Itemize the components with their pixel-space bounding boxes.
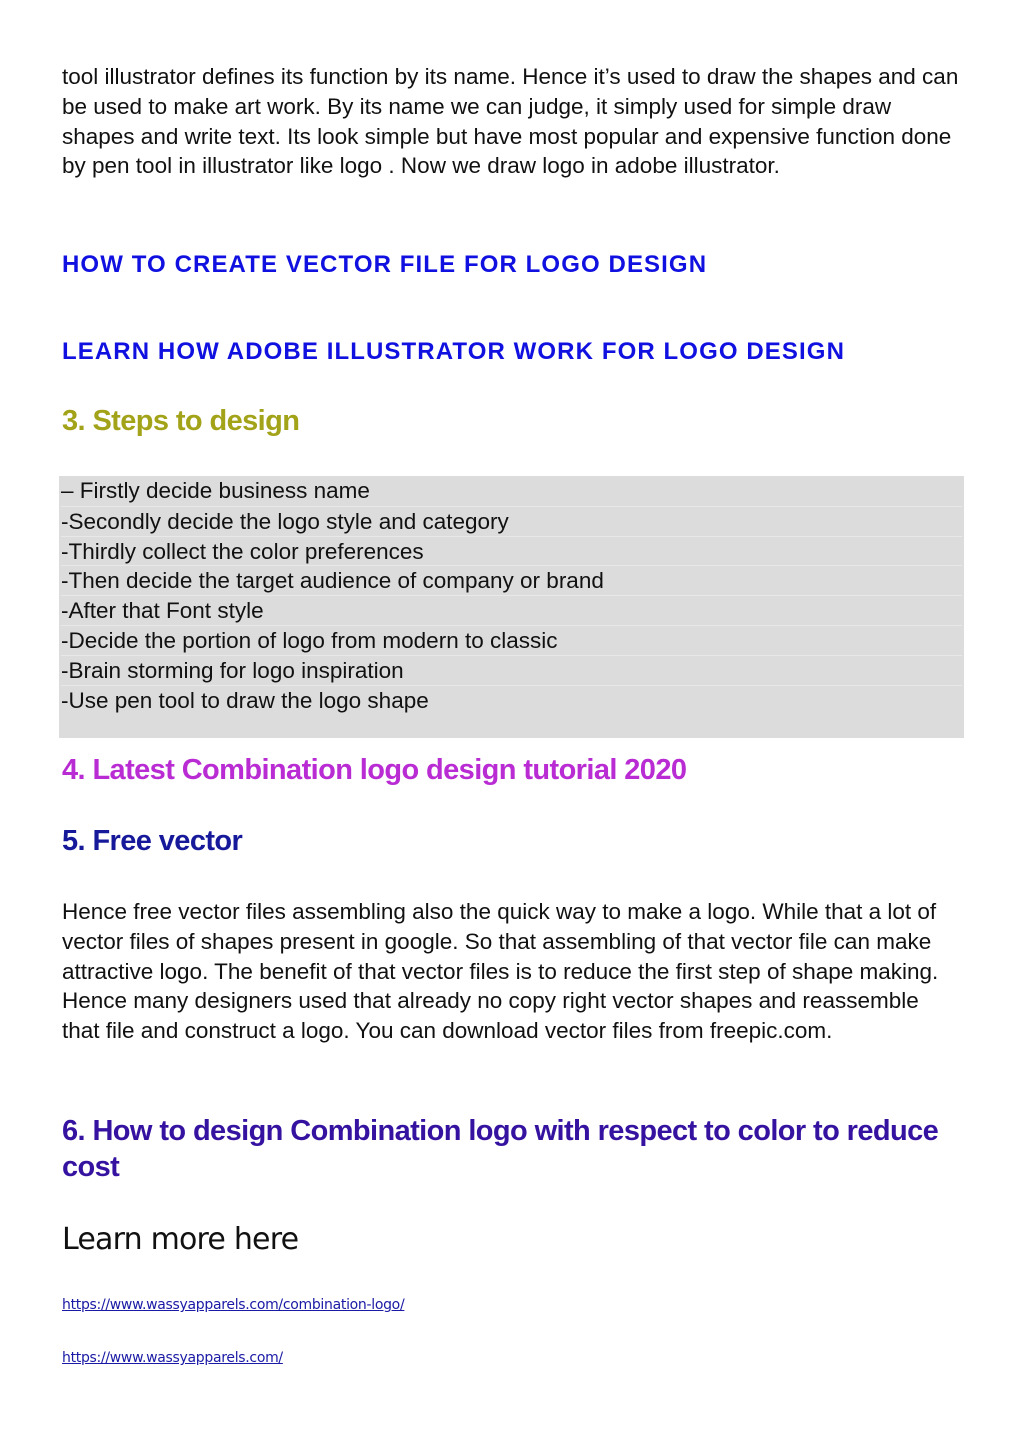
how-to-design-heading: 6. How to design Combination logo with respect to color to reduce cost — [62, 1115, 939, 1183]
home-url-link[interactable]: https://www.wassyapparels.com/ — [62, 1350, 283, 1366]
step-item: -Secondly decide the logo style and category — [61, 506, 962, 536]
vector-file-link[interactable]: HOW TO CREATE VECTOR FILE FOR LOGO DESIGN — [62, 251, 708, 278]
steps-heading: 3. Steps to design — [62, 405, 300, 437]
step-item: -After that Font style — [61, 595, 962, 625]
free-vector-paragraph: Hence free vector files assembling also the quick way to make a logo. While that a lot of vector files of shapes present in google. So that assembling of that vector file can make attractive logo. The benefit of that vector files is to reduce the first step of shape making. Hence many designers used that already no copy right vector shapes and reassemble that file and construct a logo. You can download vector files from freepic.com. — [62, 899, 939, 1044]
illustrator-work-link[interactable]: LEARN HOW ADOBE ILLUSTRATOR WORK FOR LOGO DESIGN — [62, 338, 845, 365]
learn-more-heading: Learn more here — [62, 1222, 299, 1257]
steps-box — [59, 476, 964, 738]
steps-list — [61, 476, 962, 714]
intro-paragraph: tool illustrator defines its function by its name. Hence it’s used to draw the shapes and can be used to make art work. By its name we can judge, it simply used for simple draw shapes and write text. Its look simple but have most popular and expensive function done by pen tool in illustrator like logo . Now we draw logo in adobe illustrator. — [62, 64, 959, 179]
step-item: -Decide the portion of logo from modern to classic — [61, 625, 962, 655]
step-item: -Use pen tool to draw the logo shape — [61, 685, 962, 715]
step-item: -Brain storming for logo inspiration — [61, 655, 962, 685]
step-item: – Firstly decide business name — [61, 478, 370, 503]
step-item: -Then decide the target audience of company or brand — [61, 565, 962, 595]
combination-logo-url-link[interactable]: https://www.wassyapparels.com/combination-logo/ — [62, 1297, 405, 1313]
free-vector-heading: 5. Free vector — [62, 825, 243, 857]
step-item: -Thirdly collect the color preferences — [61, 536, 962, 566]
latest-tutorial-heading: 4. Latest Combination logo design tutorial 2020 — [62, 754, 687, 786]
